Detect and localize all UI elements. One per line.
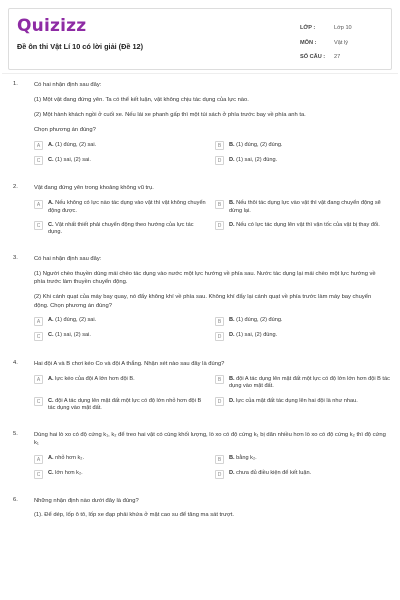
question-text: Vật đang đứng yên trong khoảng không vũ trụ.: [34, 185, 154, 192]
question-number: 4.: [13, 359, 18, 366]
option-text: (1) sai, (2) đúng.: [234, 332, 278, 339]
option-text: (1) sai, (2) đúng.: [234, 156, 278, 163]
option-letter: B: [215, 200, 224, 209]
option-grid: [34, 317, 386, 341]
question-list: [0, 74, 400, 526]
question-text: Dùng hai lò xo có độ cứng k₁, k₂ để treo hai vật có cùng khối lượng, lò xo có độ cứng k₁ bị dãn nhiều hơn lò xo có độ cứng k₂ thì độ cứng k₁: [34, 431, 386, 447]
option-b[interactable]: [215, 317, 390, 326]
option-prefix: A.: [48, 455, 54, 462]
option-prefix: B.: [229, 455, 235, 462]
option-letter: D: [215, 221, 224, 230]
option-prefix: C.: [48, 470, 54, 477]
option-prefix: C.: [48, 332, 54, 339]
question-body: [34, 184, 386, 237]
option-prefix: C.: [48, 156, 54, 163]
question-text: (2) Một hành khách ngồi ở cuối xe. Nếu lái xe phanh gấp thì một túi sách ở phía trước bay về phía anh ta.: [34, 111, 306, 118]
question-number: 1.: [13, 81, 18, 87]
question-body: [34, 360, 390, 413]
meta-label: MÔN :: [300, 39, 317, 46]
option-text: đội A tác dụng lên mặt đất một lực có độ lớn nhỏ hơn đội B tác dụng vào mặt đất.: [48, 397, 202, 412]
question-number: 5.: [13, 430, 18, 437]
question-body: [34, 255, 386, 341]
meta-info: [300, 21, 388, 65]
option-text: (1) sai, (2) sai.: [53, 156, 91, 163]
option-letter: D: [215, 470, 224, 479]
option-text: (1) đúng, (2) đúng.: [234, 141, 283, 148]
meta-value: Lớp 10: [334, 25, 352, 32]
option-letter: C: [34, 221, 43, 230]
option-c[interactable]: [34, 397, 209, 413]
option-text: (1) đúng, (2) đúng.: [234, 317, 283, 324]
option-prefix: D.: [229, 470, 235, 477]
option-letter: B: [215, 375, 224, 384]
option-c[interactable]: [34, 221, 209, 237]
option-a[interactable]: [34, 141, 209, 150]
quizizz-logo: Quizizz: [17, 16, 87, 36]
option-text: lực kéo của đội A lớn hơn đội B.: [53, 375, 135, 382]
option-c[interactable]: [34, 156, 209, 165]
option-grid: [34, 200, 386, 237]
option-prefix: A.: [48, 375, 54, 382]
option-letter: B: [215, 317, 224, 326]
option-text: Nếu không có lực nào tác dụng vào vật thì vật không chuyển động được.: [48, 200, 206, 214]
option-letter: A: [34, 455, 43, 464]
question-body: [34, 81, 386, 165]
question-text: Có hai nhận định sau đây:: [34, 82, 102, 88]
question-text: Những nhận định nào dưới đây là đúng?: [34, 497, 139, 504]
option-letter: D: [215, 332, 224, 341]
option-letter: A: [34, 200, 43, 209]
option-letter: A: [34, 317, 43, 326]
question-number: 2.: [13, 184, 18, 191]
option-prefix: B.: [229, 200, 235, 207]
option-a[interactable]: [34, 455, 209, 464]
option-letter: C: [34, 156, 43, 165]
question-number: 6.: [13, 496, 18, 503]
option-prefix: D.: [229, 221, 235, 228]
option-d[interactable]: [215, 221, 390, 237]
option-a[interactable]: [34, 317, 209, 326]
meta-label: SỐ CÂU :: [300, 54, 326, 61]
option-prefix: D.: [229, 156, 235, 163]
option-b[interactable]: [215, 375, 390, 391]
option-grid: [34, 455, 386, 479]
option-prefix: D.: [229, 332, 235, 339]
option-letter: B: [215, 455, 224, 464]
option-text: Nếu thôi tác dụng lực vào vật thì vật đang chuyển động sẽ dừng lại.: [229, 200, 381, 214]
question-text: (1) Người chèo thuyền dùng mái chèo tác dụng vào nước một lực hướng về phía sau. Nước tác dụng lại mái chèo một lực hướng về phía trước làm thuyền chuyển động.: [34, 270, 376, 286]
page-title: Đề ôn thi Vật Lí 10 có lời giải (Đề 12): [17, 42, 144, 51]
option-prefix: B.: [229, 375, 235, 382]
option-letter: D: [215, 156, 224, 165]
option-text: đội A tác dụng lên mặt đất một lực có độ lớn lớn hơn đội B tác dụng vào mặt đất.: [229, 375, 390, 390]
option-text: (1) đúng, (2) sai.: [53, 141, 97, 148]
meta-value: 27: [334, 54, 341, 61]
option-prefix: D.: [229, 397, 235, 404]
option-letter: A: [34, 141, 43, 150]
option-letter: C: [34, 332, 43, 341]
option-letter: C: [34, 470, 43, 479]
option-prefix: C.: [48, 221, 54, 228]
question-5: [13, 431, 391, 479]
option-letter: A: [34, 375, 43, 384]
option-text: Nếu có lực tác dụng lên vật thì vận tốc của vật bị thay đổi.: [234, 221, 380, 228]
option-prefix: A.: [48, 141, 54, 148]
option-letter: B: [215, 141, 224, 150]
question-text: Hai đội A và B chơi kéo Co và đội A thắng. Nhận xét nào sau đây là đúng?: [34, 360, 225, 367]
option-text: chưa đủ điều kiện để kết luận.: [234, 470, 312, 477]
option-prefix: C.: [48, 397, 54, 404]
meta-label: LỚP :: [300, 25, 316, 32]
option-b[interactable]: [215, 200, 390, 216]
meta-row-class: [300, 21, 388, 36]
meta-row-subject: [300, 36, 388, 51]
question-4: [13, 360, 391, 413]
option-c[interactable]: [34, 332, 209, 341]
question-text: (1). Để dép, lốp ô tô, lốp xe đạp phải khứa ở mặt cao su để tăng ma sát trượt.: [34, 512, 235, 519]
option-text: Vật nhất thiết phải chuyển động theo hướng của lực tác dụng.: [48, 221, 194, 236]
option-prefix: A.: [48, 317, 54, 324]
worksheet-header: [8, 8, 392, 70]
option-prefix: B.: [229, 141, 235, 148]
question-text: (1) Một vật đang đứng yên. Ta có thể kết luận, vật không chịu tác dụng của lực nào.: [34, 96, 249, 103]
question-body: [34, 431, 386, 479]
option-d[interactable]: [215, 397, 390, 413]
option-grid: [34, 141, 386, 165]
option-prefix: A.: [48, 200, 54, 207]
option-letter: C: [34, 397, 43, 406]
option-d[interactable]: [215, 156, 390, 165]
option-a[interactable]: [34, 375, 209, 391]
question-text: Chọn phương án đúng?: [34, 126, 96, 133]
option-text: (1) đúng, (2) sai.: [53, 317, 97, 324]
option-text: lớn hơn k₂.: [53, 470, 83, 477]
question-text: Có hai nhận định sau đây:: [34, 255, 102, 262]
option-b[interactable]: [215, 141, 390, 150]
meta-row-count: [300, 50, 388, 65]
option-text: (1) sai, (2) sai.: [53, 332, 91, 339]
question-number: 3.: [13, 254, 18, 261]
option-prefix: B.: [229, 317, 235, 324]
question-text: (2) Khi cánh quạt của máy bay quay, nó đẩy không khí về phía sau. Không khí đẩy lại cánh quạt về phía trước làm máy bay chuyển động. Chọn phương án đúng?: [34, 294, 372, 309]
question-3: [13, 255, 391, 341]
option-text: nhỏ hơn k₂.: [53, 455, 85, 462]
question-6: [13, 497, 391, 520]
question-1: [13, 81, 391, 165]
option-c[interactable]: [34, 470, 209, 479]
meta-value: Vật lý: [334, 39, 348, 46]
option-d[interactable]: [215, 470, 390, 479]
option-text: bằng k₂.: [234, 455, 257, 462]
option-text: lực của mặt đất tác dụng lên hai đội là như nhau.: [234, 397, 358, 404]
option-grid: [34, 375, 390, 412]
question-2: [13, 184, 391, 237]
option-letter: D: [215, 397, 224, 406]
option-a[interactable]: [34, 200, 209, 216]
option-d[interactable]: [215, 332, 390, 341]
option-b[interactable]: [215, 455, 390, 464]
question-body: [34, 497, 386, 520]
